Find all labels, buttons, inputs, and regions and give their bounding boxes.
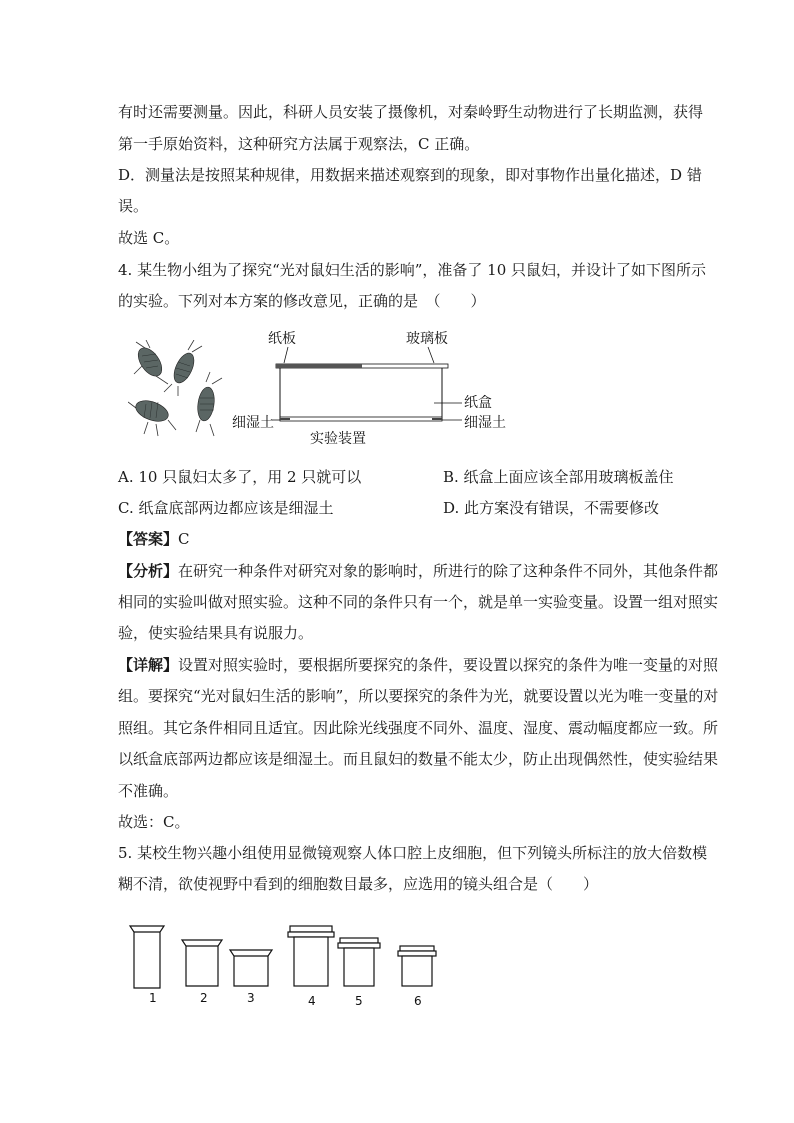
text-line: D．测量法是按照某种规律，用数据来描述观察到的现象，即对事物作出量化描述，D 错	[118, 166, 702, 184]
option-c: C. 纸盒底部两边都应该是细湿土	[118, 499, 334, 517]
woodlice-image	[128, 340, 233, 438]
option-b: B. 纸盒上面应该全部用玻璃板盖住	[443, 468, 674, 486]
option-a: A. 10 只鼠妇太多了，用 2 只就可以	[118, 468, 362, 486]
lens-label-1: 1	[149, 991, 157, 1005]
text-line: 故选 C。	[118, 229, 180, 247]
text-line: 误。	[118, 197, 149, 215]
label-soil-right: 细湿土	[464, 415, 506, 431]
answer-tag: 【答案】	[118, 530, 179, 548]
text-line: 有时还需要测量。因此，科研人员安装了摄像机，对秦岭野生动物进行了长期监测，获得	[118, 103, 704, 121]
detail-tag: 【详解】	[118, 656, 179, 674]
choose-line: 故选：C。	[118, 813, 190, 831]
text-line: 第一手原始资料，这种研究方法属于观察法，C 正确。	[118, 135, 480, 153]
detail-line: 照组。其它条件相同且适宜。因此除光线强度不同外、温度、湿度、震动幅度都应一致。所	[118, 719, 719, 737]
question-4-stem: 4. 某生物小组为了探究“光对鼠妇生活的影响”，准备了 10 只鼠妇，并设计了如下图所示	[118, 261, 707, 279]
answer-value: C	[178, 530, 190, 548]
experiment-setup-diagram	[228, 326, 528, 448]
label-paper-board: 纸板	[268, 331, 296, 347]
analysis-text: 在研究一种条件对研究对象的影响时，所进行的除了这种条件不同外，其他条件都	[178, 562, 719, 580]
label-soil-left: 细湿土	[232, 415, 274, 431]
detail-text: 设置对照实验时，要根据所要探究的条件，要设置以探究的条件为唯一变量的对照	[178, 656, 719, 674]
label-glass-plate: 玻璃板	[406, 331, 448, 347]
lens-label-6: 6	[414, 994, 422, 1008]
analysis-line: 相同的实验叫做对照实验。这种不同的条件只有一个，就是单一实验变量。设置一组对照实	[118, 593, 719, 611]
analysis-line: 验，使实验结果具有说服力。	[118, 624, 314, 642]
analysis-line	[118, 561, 718, 581]
question-5-stem: 糊不清，欲使视野中看到的细胞数目最多，应选用的镜头组合是（ ）	[118, 875, 599, 893]
lens-label-3: 3	[247, 991, 255, 1005]
lens-label-2: 2	[200, 991, 208, 1005]
lens-label-5: 5	[355, 994, 363, 1008]
lens-label-4: 4	[308, 994, 316, 1008]
label-paper-box: 纸盒	[464, 395, 492, 411]
question-5-stem: 5. 某校生物兴趣小组使用显微镜观察人体口腔上皮细胞，但下列镜头所标注的放大倍数模	[118, 844, 708, 862]
figure-caption: 实验装置	[310, 431, 366, 447]
detail-line: 组。要探究“光对鼠妇生活的影响”，所以要探究的条件为光，就要设置以光为唯一变量的对	[118, 687, 719, 705]
answer-line	[118, 529, 190, 549]
option-d: D. 此方案没有错误，不需要修改	[443, 499, 660, 517]
detail-line: 以纸盒底部两边都应该是细湿土。而且鼠妇的数量不能太少，防止出现偶然性，使实验结果	[118, 750, 719, 768]
analysis-tag: 【分析】	[118, 562, 179, 580]
detail-line: 不准确。	[118, 782, 179, 800]
question-4-stem: 的实验。下列对本方案的修改意见，正确的是 （ ）	[118, 292, 486, 310]
lenses-diagram	[126, 920, 456, 1012]
detail-line	[118, 655, 718, 675]
